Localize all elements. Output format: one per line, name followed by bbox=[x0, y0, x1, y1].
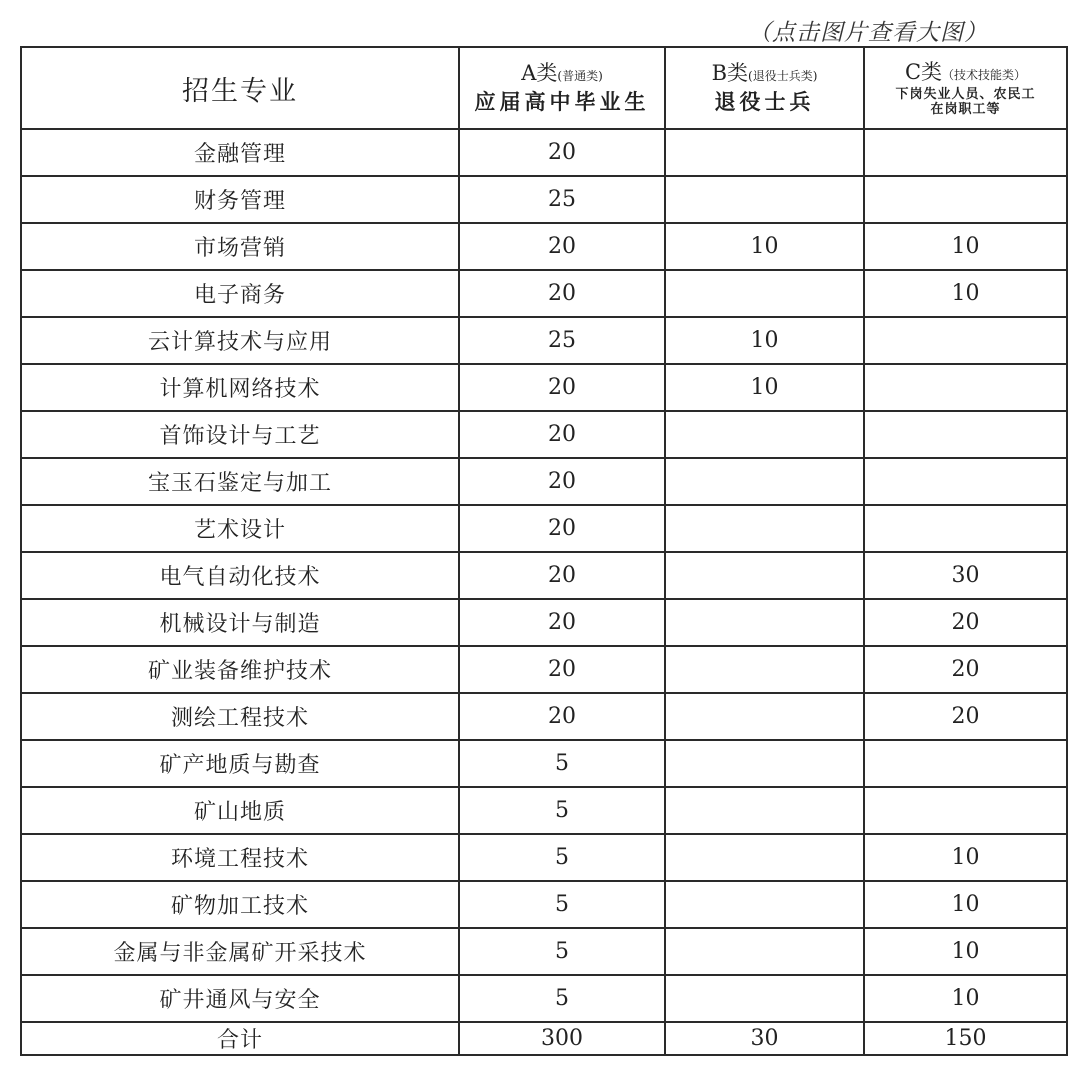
total-row bbox=[21, 1022, 1067, 1055]
count-a: 5 bbox=[459, 881, 665, 928]
major-name: 宝玉石鉴定与加工 bbox=[21, 458, 459, 505]
category-a-code: A类 bbox=[521, 60, 558, 85]
enrollment-table bbox=[20, 46, 1068, 1056]
major-name: 机械设计与制造 bbox=[21, 599, 459, 646]
major-name: 矿业装备维护技术 bbox=[21, 646, 459, 693]
count-a: 20 bbox=[459, 129, 665, 176]
table-row bbox=[21, 270, 1067, 317]
count-c: 30 bbox=[864, 552, 1067, 599]
count-b bbox=[665, 505, 864, 552]
major-name: 矿物加工技术 bbox=[21, 881, 459, 928]
table-row bbox=[21, 787, 1067, 834]
table-row bbox=[21, 928, 1067, 975]
table-row bbox=[21, 364, 1067, 411]
count-c: 10 bbox=[864, 223, 1067, 270]
count-b bbox=[665, 176, 864, 223]
count-b bbox=[665, 599, 864, 646]
count-a: 5 bbox=[459, 928, 665, 975]
major-name: 电子商务 bbox=[21, 270, 459, 317]
count-a: 20 bbox=[459, 599, 665, 646]
table-header-row bbox=[21, 47, 1067, 129]
count-a: 20 bbox=[459, 458, 665, 505]
table-row bbox=[21, 693, 1067, 740]
count-c: 20 bbox=[864, 693, 1067, 740]
count-a: 20 bbox=[459, 270, 665, 317]
table-row bbox=[21, 975, 1067, 1022]
major-name: 艺术设计 bbox=[21, 505, 459, 552]
header-category-b bbox=[665, 47, 864, 129]
major-name: 金融管理 bbox=[21, 129, 459, 176]
count-a: 20 bbox=[459, 552, 665, 599]
total-c: 150 bbox=[864, 1022, 1067, 1055]
count-c bbox=[864, 364, 1067, 411]
count-a: 20 bbox=[459, 693, 665, 740]
count-b bbox=[665, 129, 864, 176]
category-b-note: (退役士兵类) bbox=[748, 68, 818, 83]
category-c-code: C类 bbox=[904, 59, 943, 84]
table-row bbox=[21, 223, 1067, 270]
category-a-note: (普通类) bbox=[557, 68, 603, 83]
major-name: 财务管理 bbox=[21, 176, 459, 223]
count-b bbox=[665, 411, 864, 458]
count-a: 5 bbox=[459, 975, 665, 1022]
count-a: 20 bbox=[459, 411, 665, 458]
table-row bbox=[21, 740, 1067, 787]
count-c bbox=[864, 740, 1067, 787]
table-row bbox=[21, 834, 1067, 881]
major-name: 云计算技术与应用 bbox=[21, 317, 459, 364]
count-c bbox=[864, 787, 1067, 834]
table-row bbox=[21, 599, 1067, 646]
count-b bbox=[665, 693, 864, 740]
category-c-sub2: 在岗职工等 bbox=[930, 101, 1001, 117]
major-name: 矿井通风与安全 bbox=[21, 975, 459, 1022]
table-row bbox=[21, 176, 1067, 223]
count-a: 20 bbox=[459, 646, 665, 693]
table-row bbox=[21, 646, 1067, 693]
count-c bbox=[864, 129, 1067, 176]
count-b: 10 bbox=[665, 317, 864, 364]
count-c: 10 bbox=[864, 881, 1067, 928]
count-c: 10 bbox=[864, 834, 1067, 881]
count-a: 20 bbox=[459, 364, 665, 411]
count-c bbox=[864, 458, 1067, 505]
total-a: 300 bbox=[459, 1022, 665, 1055]
major-name: 测绘工程技术 bbox=[21, 693, 459, 740]
total-label: 合计 bbox=[21, 1022, 459, 1055]
major-name: 计算机网络技术 bbox=[21, 364, 459, 411]
count-b bbox=[665, 270, 864, 317]
count-b bbox=[665, 928, 864, 975]
count-b bbox=[665, 787, 864, 834]
major-name: 金属与非金属矿开采技术 bbox=[21, 928, 459, 975]
count-c: 20 bbox=[864, 646, 1067, 693]
header-major: 招生专业 bbox=[21, 47, 459, 129]
category-b-sub: 退役士兵 bbox=[714, 88, 815, 114]
table-body bbox=[21, 129, 1067, 1022]
category-c-note: （技术技能类） bbox=[942, 67, 1027, 82]
major-name: 矿山地质 bbox=[21, 787, 459, 834]
count-b bbox=[665, 646, 864, 693]
major-name: 首饰设计与工艺 bbox=[21, 411, 459, 458]
count-c bbox=[864, 505, 1067, 552]
count-b bbox=[665, 834, 864, 881]
table-row bbox=[21, 505, 1067, 552]
view-large-image-caption[interactable]: （点击图片查看大图） bbox=[748, 20, 988, 46]
header-category-c bbox=[864, 47, 1067, 129]
count-a: 5 bbox=[459, 834, 665, 881]
table-row bbox=[21, 129, 1067, 176]
count-a: 25 bbox=[459, 317, 665, 364]
count-b bbox=[665, 740, 864, 787]
count-b bbox=[665, 552, 864, 599]
count-a: 5 bbox=[459, 787, 665, 834]
count-a: 5 bbox=[459, 740, 665, 787]
count-a: 20 bbox=[459, 505, 665, 552]
count-b bbox=[665, 881, 864, 928]
count-c: 10 bbox=[864, 270, 1067, 317]
count-a: 20 bbox=[459, 223, 665, 270]
category-b-code: B类 bbox=[711, 60, 749, 85]
category-c-sub1: 下岗失业人员、农民工 bbox=[895, 86, 1036, 102]
table-row bbox=[21, 411, 1067, 458]
table-row bbox=[21, 881, 1067, 928]
table-row bbox=[21, 458, 1067, 505]
header-category-a bbox=[459, 47, 665, 129]
count-a: 25 bbox=[459, 176, 665, 223]
count-c: 20 bbox=[864, 599, 1067, 646]
count-b bbox=[665, 975, 864, 1022]
count-b: 10 bbox=[665, 364, 864, 411]
count-c: 10 bbox=[864, 975, 1067, 1022]
major-name: 市场营销 bbox=[21, 223, 459, 270]
count-c: 10 bbox=[864, 928, 1067, 975]
table-row bbox=[21, 552, 1067, 599]
category-a-sub: 应届高中毕业生 bbox=[474, 88, 650, 114]
total-b: 30 bbox=[665, 1022, 864, 1055]
major-name: 电气自动化技术 bbox=[21, 552, 459, 599]
count-c bbox=[864, 317, 1067, 364]
major-name: 环境工程技术 bbox=[21, 834, 459, 881]
table-row bbox=[21, 317, 1067, 364]
count-b: 10 bbox=[665, 223, 864, 270]
count-c bbox=[864, 176, 1067, 223]
count-c bbox=[864, 411, 1067, 458]
major-name: 矿产地质与勘查 bbox=[21, 740, 459, 787]
count-b bbox=[665, 458, 864, 505]
